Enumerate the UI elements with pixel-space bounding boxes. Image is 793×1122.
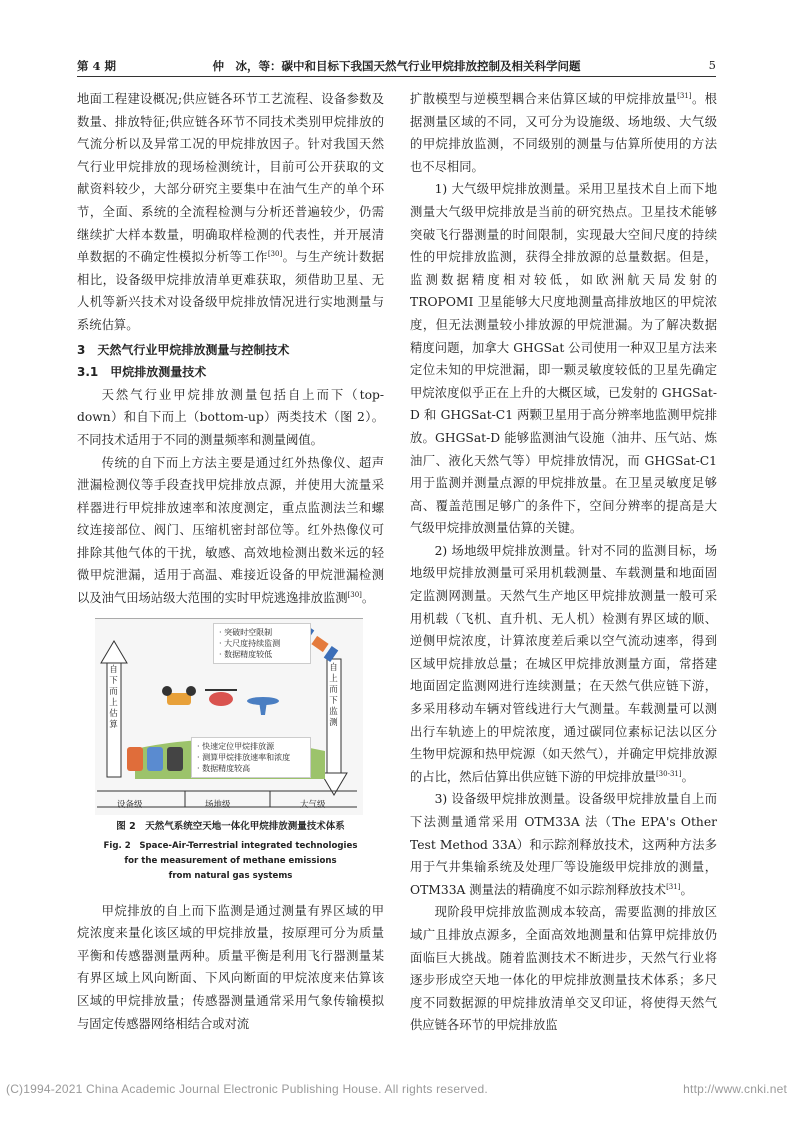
helicopter-icon	[205, 690, 237, 706]
running-header	[77, 58, 716, 74]
section-heading-3: 3 天然气行业甲烷排放测量与控制技术	[77, 342, 290, 357]
figure-caption-cn: 图 2 天然气系统空天地一体化甲烷排放测量技术体系	[116, 820, 345, 832]
right-column	[410, 88, 717, 1037]
scale-site-level: 场地级	[205, 799, 231, 810]
paragraph: 2) 场地级甲烷排放测量。针对不同的监测目标，场地级甲烷排放测量可采用机载测量、车载测量和地面固定监测网测量。天然气生产地区甲烷排放测量一般可采用机载（飞机、直升机、无人机）检测有界区域的顺、逆侧甲烷浓度，计算浓度差后乘以空气流动速率，得到区域甲烷排放总量；在城区甲烷排放测量方面，常搭建地面固定监测网进行连续测量；在天然气供应链下游，多采用移动车辆对管线进行大气测量。车载测量可以测出行车轨迹上的甲烷浓度，通过碳同位素标记法以区分生物甲烷源和热甲烷源（如天然气），并确定甲烷排放源的占比，然后估算出供应链下游的甲烷排放量[30-31]。	[410, 543, 717, 784]
header-rule	[77, 76, 716, 77]
page-number: 5	[708, 58, 716, 72]
paragraph: 1) 大气级甲烷排放测量。采用卫星技术自上而下地测量大气级甲烷排放是当前的研究热点。卫星技术能够突破飞行器测量的时间限制，实现最大空间尺度的持续性的甲烷排放监测，获得全排放源的总量数据。但是，监测数据精度相对较低，如欧洲航天局发射的 TROPOMI 卫星能够大尺度地测量高排放地区的甲烷浓度，但无法测量较小排放源的甲烷泄漏。为了解决数据精度问题，加拿大 GHGSat 公司使用一种双卫星方法来定位未知的甲烷泄漏，即一颗灵敏度较低的卫星先确定甲烷浓度似乎正在上升的大概区域，已发射的 GHGSat-D 和 GHGSat-C1 两颗卫星用于高分辨率地监测甲烷排放。GHGSat-D 能够监测油气设施（油井、压气站、炼油厂、液化天然气等）甲烷排放情况，而 GHGSat-C1 用于监测并测量点源的甲烷排放量。在卫星灵敏度足够高、覆盖范围足够广的条件下，空间分辨率的提高是大气级甲烷排放测量估算的关键。	[410, 182, 717, 536]
paragraph: 扩散模型与逆模型耦合来估算区域的甲烷排放量[31]。根据测量区域的不同，又可分为设施级、场地级、大气级的甲烷排放监测，不同级别的测量与估算所使用的方法也不尽相同。	[410, 91, 717, 174]
scale-atmosphere-level: 大气级	[300, 799, 326, 810]
bottom-legend-box: · 快速定位甲烷排放源 · 测算甲烷排放速率和浓度 · 数据精度较高	[191, 737, 311, 778]
copyright-text: (C)1994-2021 China Academic Journal Electronic Publishing House. All rights reserved.	[6, 1082, 488, 1096]
running-title: 仲 冰，等：碳中和目标下我国天然气行业甲烷排放控制及相关科学问题	[212, 59, 581, 73]
footer-url[interactable]: http://www.cnki.net	[683, 1082, 787, 1096]
drone-icon	[162, 686, 196, 705]
top-legend-box: · 突破时空限制 · 大尺度持续监测 · 数据精度较低	[213, 623, 311, 664]
right-arrow-label: 自上而下监测	[329, 662, 338, 728]
section-heading-3-1: 3.1 甲烷排放测量技术	[77, 365, 207, 380]
paragraph: 甲烷排放的自上而下监测是通过测量有界区域的甲烷浓度来量化该区域的甲烷排放量，按原理可分为质量平衡和传感器测量两种。质量平衡是利用飞行器测量某有界区域上风向断面、下风向断面的甲烷浓度来估算该区域的甲烷排放量；传感器测量通常采用气象传输模拟与固定传感器网络相结合或对流	[77, 903, 384, 1031]
paragraph: 地面工程建设概况;供应链各环节工艺流程、设备参数及数量、排放特征;供应链各环节不同技术类别甲烷排放的气流分析以及异常工况的甲烷排放因子。针对我国天然气行业甲烷排放的现场检测统计，目前可公开获取的文献资料较少，大部分研究主要集中在油气生产的单个环节，全面、系统的全流程检测与分析还普遍较少，仍需继续扩大样本数量，明确取样检测的代表性，并开展清单数据的不确定性模拟分析等工作[30]。与生产统计数据相比，设备级甲烷排放清单更难获取，须借助卫星、无人机等新兴技术对设备级甲烷排放情况进行实地测量与系统估算。	[77, 92, 384, 332]
paragraph: 3) 设备级甲烷排放测量。设备级甲烷排放量自上而下法测量通常采用 OTM33A 法（The EPA's Other Test Method 33A）和示踪剂释放技术，这两种方法多用于气井集输系统及处理厂等设施级甲烷排放的测量，OTM33A 测量法的精确度不如示踪剂释放技术[31]。	[410, 792, 717, 897]
device-icon	[127, 747, 183, 771]
figure-caption-en: Fig. 2 Space-Air-Terrestrial integrated technologies for the measurement of methane emissions from natural gas systems	[103, 840, 358, 881]
left-column	[77, 88, 384, 1035]
paragraph: 传统的自下而上方法主要是通过红外热像仪、超声泄漏检测仪等手段查找甲烷排放点源，并使用大流量采样器进行甲烷排放速率和浓度测定，重点监测法兰和螺纹连接部位、阀门、压缩机密封部位等。红外热像仪可排除其他气体的干扰，敏感、高效地检测出数米远的轻微甲烷泄漏，适用于高温、难接近设备的甲烷泄漏检测以及油气田场站级大范围的实时甲烷逃逸排放监测[30]。	[77, 455, 384, 606]
airplane-icon	[247, 697, 279, 715]
paragraph: 现阶段甲烷排放监测成本较高，需要监测的排放区域广且排放点源多，全面高效地测量和估算甲烷排放仍面临巨大挑战。随着监测技术不断进步，天然气行业将逐步形成空天地一体化的甲烷排放测量技术体系；多尺度不同数据源的甲烷排放清单交叉印证，将使得天然气供应链各环节的甲烷排放监	[410, 905, 717, 1033]
footer	[6, 1082, 787, 1096]
left-arrow-label: 自下而上估算	[109, 664, 118, 730]
issue-number: 第 4 期	[77, 59, 117, 73]
figure-2	[95, 618, 363, 815]
scale-device-level: 设备级	[117, 799, 143, 810]
paragraph: 天然气行业甲烷排放测量包括自上而下（top-down）和自下而上（bottom-up）两类技术（图 2）。不同技术适用于不同的测量频率和测量阈值。	[77, 387, 384, 447]
